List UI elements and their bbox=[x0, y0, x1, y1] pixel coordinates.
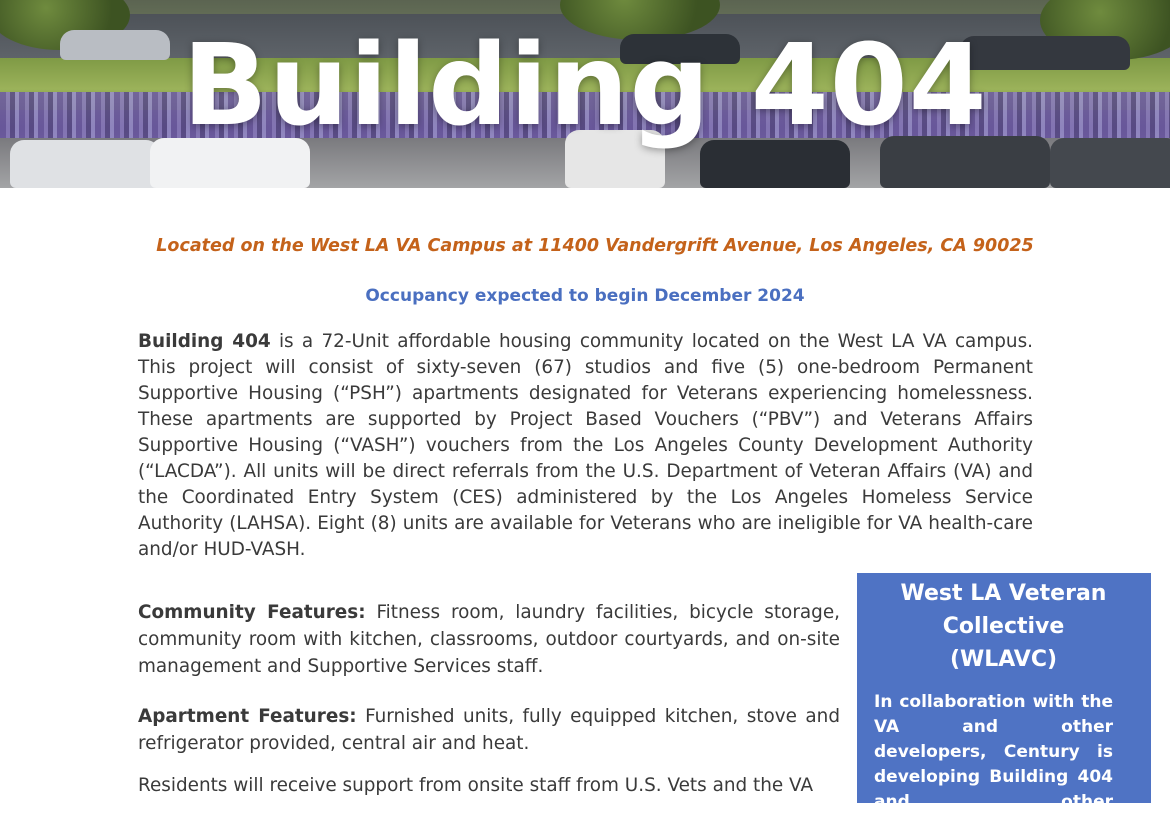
community-features-label: Community Features: bbox=[138, 602, 366, 623]
intro-lead: Building 404 bbox=[138, 331, 271, 352]
community-features-text: Fitness room, laundry facilities, bicycle storage, community room with kitchen, classrooms, outdoor courtyards, and on-site management and Supportive Services staff. bbox=[138, 602, 840, 677]
sidebar-title-line: Collective bbox=[942, 614, 1065, 639]
apartment-features-label: Apartment Features: bbox=[138, 706, 357, 727]
wlavc-sidebar bbox=[857, 573, 1151, 812]
sidebar-title-line: West LA Veteran bbox=[900, 581, 1107, 606]
community-features-paragraph bbox=[138, 599, 840, 680]
sidebar-title bbox=[874, 577, 1113, 676]
location-line: Located on the West LA VA Campus at 11400 Vandergrift Avenue, Los Angeles, CA 90025 bbox=[156, 236, 1034, 256]
sidebar-body: In collaboration with the VA and other developers, Century is developing Building 404 and other bbox=[874, 692, 1113, 812]
residents-paragraph bbox=[138, 772, 840, 799]
sidebar-title-line: (WLAVC) bbox=[949, 647, 1058, 672]
hero-banner bbox=[0, 0, 1170, 188]
intro-paragraph bbox=[138, 329, 1033, 563]
residents-text: Residents will receive support from onsite staff from U.S. Vets and the VA bbox=[138, 775, 814, 796]
occupancy-line: Occupancy expected to begin December 2024 bbox=[365, 286, 805, 306]
page-title: Building 404 bbox=[182, 21, 988, 151]
apartment-features-paragraph bbox=[138, 703, 840, 757]
intro-text: is a 72-Unit affordable housing community located on the West LA VA campus. This project will consist of sixty-seven (67) studios and five (5) one-bedroom Permanent Supportive Housing (“PSH”) apartments designated for Veterans experiencing homelessness. These apartments are supported by Project Based Vouchers (“PBV”) and Veterans Affairs Supportive Housing (“VASH”) vouchers from the Los Angeles County Development Authority (“LACDA”). All units will be direct referrals from the U.S. Department of Veteran Affairs (VA) and the Coordinated Entry System (CES) administered by the Los Angeles Homeless Service Authority (LAHSA). Eight (8) units are available for Veterans who are ineligible for VA health-care and/or HUD-VASH. bbox=[138, 331, 1033, 560]
apartment-features-text: Furnished units, fully equipped kitchen, stove and refrigerator provided, central air and heat. bbox=[138, 706, 840, 754]
